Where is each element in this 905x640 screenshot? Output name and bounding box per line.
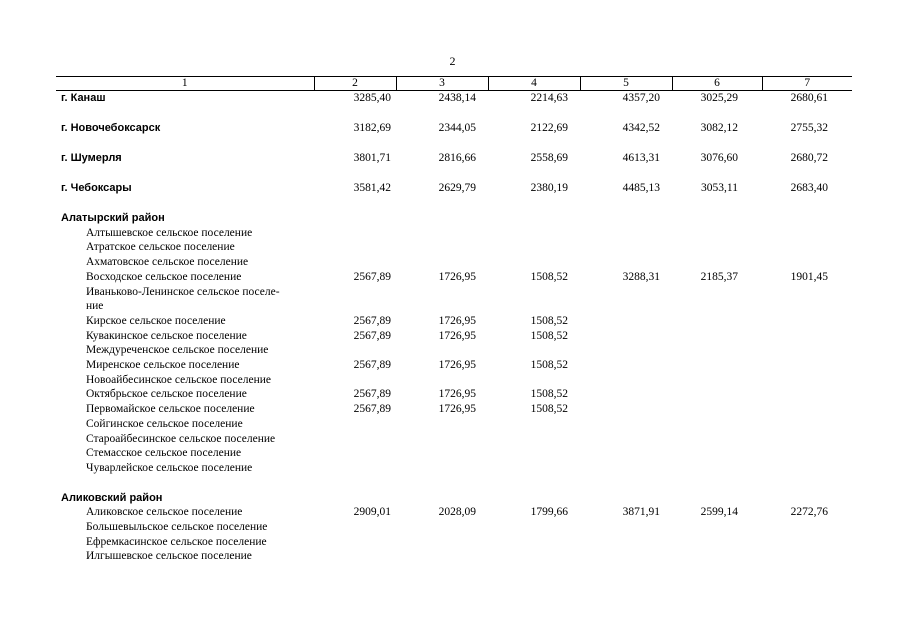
value-cell: 1508,52 bbox=[530, 329, 568, 342]
value-cell bbox=[580, 343, 672, 358]
value-cell: 2567,89 bbox=[353, 329, 391, 342]
value-cell bbox=[580, 240, 672, 255]
value-cell bbox=[580, 432, 672, 447]
settlement-row bbox=[56, 240, 852, 255]
value-cell: 1508,52 bbox=[530, 359, 568, 372]
spacer-cell bbox=[56, 196, 852, 211]
value-cell bbox=[488, 343, 580, 358]
value-cell bbox=[314, 520, 396, 535]
value-cell: 2683,40 bbox=[790, 182, 828, 194]
value-cell bbox=[314, 255, 396, 270]
city-row bbox=[56, 181, 852, 196]
column-header: 2 bbox=[314, 77, 396, 91]
value-cell bbox=[580, 255, 672, 270]
settlement-row bbox=[56, 255, 852, 270]
value-cell bbox=[396, 285, 488, 300]
value-cell bbox=[762, 285, 852, 300]
value-cell: 3801,71 bbox=[353, 152, 391, 164]
value-cell bbox=[580, 358, 672, 373]
settlement-row bbox=[56, 329, 852, 344]
column-header: 3 bbox=[396, 77, 488, 91]
column-number-header bbox=[56, 77, 852, 91]
row-label: г. Новочебоксарск bbox=[61, 122, 161, 134]
row-label: Междуреченское сельское поселение bbox=[86, 344, 269, 357]
city-row bbox=[56, 91, 852, 107]
value-cell bbox=[488, 373, 580, 388]
row-label: Илгышевское сельское поселение bbox=[86, 550, 252, 563]
value-cell: 4485,13 bbox=[622, 182, 660, 194]
value-cell: 2567,89 bbox=[353, 314, 391, 327]
value-cell bbox=[672, 387, 762, 402]
column-header: 1 bbox=[56, 77, 314, 91]
value-cell bbox=[314, 226, 396, 241]
value-cell bbox=[580, 461, 672, 476]
value-cell: 3285,40 bbox=[353, 92, 391, 104]
settlement-row bbox=[56, 226, 852, 241]
value-cell bbox=[314, 343, 396, 358]
row-label: Иваньково-Ленинское сельское поселе- bbox=[86, 285, 280, 298]
value-cell bbox=[672, 314, 762, 329]
value-cell bbox=[314, 373, 396, 388]
value-cell: 3076,60 bbox=[700, 152, 738, 164]
value-cell bbox=[314, 535, 396, 550]
value-cell bbox=[762, 387, 852, 402]
value-cell: 2272,76 bbox=[790, 506, 828, 519]
settlement-row bbox=[56, 285, 852, 300]
settlement-row bbox=[56, 446, 852, 461]
value-cell: 2567,89 bbox=[353, 359, 391, 372]
value-cell bbox=[488, 461, 580, 476]
settlement-row bbox=[56, 549, 852, 564]
value-cell bbox=[672, 358, 762, 373]
row-label: Кувакинское сельское поселение bbox=[86, 329, 247, 342]
value-cell bbox=[762, 535, 852, 550]
value-cell: 1726,95 bbox=[438, 359, 476, 372]
value-cell bbox=[488, 299, 580, 314]
value-cell: 1726,95 bbox=[438, 388, 476, 401]
value-cell bbox=[762, 358, 852, 373]
value-cell bbox=[580, 417, 672, 432]
value-cell bbox=[672, 285, 762, 300]
row-label: Новоайбесинское сельское поселение bbox=[86, 373, 271, 386]
value-cell bbox=[672, 461, 762, 476]
spacer-row bbox=[56, 166, 852, 181]
city-row bbox=[56, 151, 852, 166]
spacer-cell bbox=[56, 136, 852, 151]
value-cell bbox=[672, 255, 762, 270]
district-row bbox=[56, 491, 852, 506]
value-cell bbox=[672, 226, 762, 241]
value-cell bbox=[672, 432, 762, 447]
value-cell bbox=[672, 549, 762, 564]
value-cell: 3288,31 bbox=[622, 270, 660, 283]
row-label: Большевыльское сельское поселение bbox=[86, 521, 268, 534]
value-cell bbox=[396, 343, 488, 358]
row-label: Восходское сельское поселение bbox=[86, 270, 242, 283]
value-cell: 1901,45 bbox=[790, 270, 828, 283]
row-label: Староайбесинское сельское поселение bbox=[86, 432, 276, 445]
value-cell bbox=[580, 373, 672, 388]
value-cell bbox=[580, 299, 672, 314]
value-cell bbox=[672, 520, 762, 535]
spacer-cell bbox=[56, 476, 852, 491]
value-cell bbox=[396, 226, 488, 241]
value-cell: 2214,63 bbox=[530, 92, 568, 104]
value-cell: 2380,19 bbox=[530, 182, 568, 194]
row-label: Ахматовское сельское поселение bbox=[86, 256, 249, 269]
spacer-row bbox=[56, 196, 852, 211]
settlement-row bbox=[56, 343, 852, 358]
value-cell bbox=[672, 329, 762, 344]
column-header: 7 bbox=[762, 77, 852, 91]
value-cell: 2680,72 bbox=[790, 152, 828, 164]
settlement-row bbox=[56, 417, 852, 432]
value-cell bbox=[314, 417, 396, 432]
value-cell: 2567,89 bbox=[353, 270, 391, 283]
settlement-row bbox=[56, 387, 852, 402]
value-cell bbox=[580, 520, 672, 535]
settlement-row bbox=[56, 373, 852, 388]
row-label: Октябрьское сельское поселение bbox=[86, 388, 247, 401]
value-cell bbox=[314, 446, 396, 461]
value-cell bbox=[762, 226, 852, 241]
spacer-row bbox=[56, 476, 852, 491]
value-cell bbox=[488, 417, 580, 432]
value-cell: 2438,14 bbox=[438, 92, 476, 104]
district-row bbox=[56, 211, 852, 226]
row-label: Атратское сельское поселение bbox=[86, 241, 235, 254]
city-row bbox=[56, 121, 852, 136]
value-cell: 1726,95 bbox=[438, 403, 476, 416]
value-cell bbox=[762, 402, 852, 417]
value-cell: 2680,61 bbox=[790, 92, 828, 104]
value-cell bbox=[762, 240, 852, 255]
value-cell bbox=[396, 255, 488, 270]
value-cell: 2567,89 bbox=[353, 388, 391, 401]
value-cell bbox=[762, 299, 852, 314]
row-label: Чуварлейское сельское поселение bbox=[86, 461, 253, 474]
value-cell: 1508,52 bbox=[530, 403, 568, 416]
value-cell: 1508,52 bbox=[530, 388, 568, 401]
value-cell bbox=[396, 240, 488, 255]
value-cell bbox=[762, 417, 852, 432]
value-cell bbox=[314, 285, 396, 300]
row-label: ние bbox=[86, 300, 104, 313]
row-label: Миренское сельское поселение bbox=[86, 359, 240, 372]
value-cell bbox=[488, 549, 580, 564]
tariff-table bbox=[56, 76, 852, 564]
value-cell: 2599,14 bbox=[700, 506, 738, 519]
value-cell: 1508,52 bbox=[530, 314, 568, 327]
spacer-row bbox=[56, 136, 852, 151]
value-cell bbox=[488, 240, 580, 255]
value-cell: 3082,12 bbox=[700, 122, 738, 134]
value-cell: 3053,11 bbox=[701, 182, 738, 194]
value-cell bbox=[314, 549, 396, 564]
row-label: Алтышевское сельское поселение bbox=[86, 226, 253, 239]
settlement-row bbox=[56, 520, 852, 535]
value-cell bbox=[672, 343, 762, 358]
value-cell bbox=[314, 299, 396, 314]
value-cell bbox=[580, 314, 672, 329]
column-header: 5 bbox=[580, 77, 672, 91]
value-cell bbox=[762, 314, 852, 329]
value-cell: 2185,37 bbox=[700, 270, 738, 283]
value-cell bbox=[580, 285, 672, 300]
value-cell bbox=[314, 461, 396, 476]
settlement-row bbox=[56, 402, 852, 417]
value-cell bbox=[488, 535, 580, 550]
value-cell bbox=[762, 520, 852, 535]
value-cell bbox=[488, 446, 580, 461]
value-cell bbox=[762, 255, 852, 270]
page-number: 2 bbox=[449, 54, 456, 68]
value-cell bbox=[580, 226, 672, 241]
spacer-cell bbox=[56, 166, 852, 181]
value-cell bbox=[580, 535, 672, 550]
row-label: Ефремкасинское сельское поселение bbox=[86, 535, 267, 548]
value-cell: 2567,89 bbox=[353, 403, 391, 416]
value-cell: 3182,69 bbox=[353, 122, 391, 134]
settlement-row bbox=[56, 358, 852, 373]
value-cell bbox=[762, 343, 852, 358]
value-cell bbox=[488, 255, 580, 270]
settlement-row bbox=[56, 299, 852, 314]
value-cell: 1726,95 bbox=[438, 329, 476, 342]
value-cell: 1726,95 bbox=[438, 314, 476, 327]
row-label: г. Шумерля bbox=[61, 152, 122, 164]
row-label: Стемасское сельское поселение bbox=[86, 447, 242, 460]
settlement-row bbox=[56, 314, 852, 329]
value-cell: 2028,09 bbox=[438, 506, 476, 519]
value-cell bbox=[488, 285, 580, 300]
row-label: Аликовское сельское поселение bbox=[86, 506, 243, 519]
value-cell bbox=[672, 417, 762, 432]
value-cell: 2909,01 bbox=[353, 506, 391, 519]
value-cell bbox=[314, 432, 396, 447]
value-cell: 2122,69 bbox=[530, 122, 568, 134]
value-cell bbox=[396, 535, 488, 550]
column-header: 6 bbox=[672, 77, 762, 91]
row-label: Первомайское сельское поселение bbox=[86, 403, 255, 416]
value-cell bbox=[762, 329, 852, 344]
value-cell bbox=[672, 402, 762, 417]
value-cell: 4342,52 bbox=[622, 122, 660, 134]
value-cell: 2344,05 bbox=[438, 122, 476, 134]
value-cell bbox=[762, 432, 852, 447]
value-cell bbox=[396, 432, 488, 447]
row-label: г. Канаш bbox=[61, 92, 106, 104]
value-cell bbox=[762, 461, 852, 476]
spacer-row bbox=[56, 106, 852, 121]
settlement-row bbox=[56, 535, 852, 550]
value-cell bbox=[762, 446, 852, 461]
value-cell bbox=[672, 299, 762, 314]
value-cell bbox=[672, 535, 762, 550]
value-cell: 1726,95 bbox=[438, 270, 476, 283]
value-cell: 3581,42 bbox=[353, 182, 391, 194]
value-cell bbox=[580, 402, 672, 417]
settlement-row bbox=[56, 461, 852, 476]
value-cell bbox=[396, 520, 488, 535]
spacer-cell bbox=[56, 106, 852, 121]
value-cell: 1508,52 bbox=[530, 270, 568, 283]
value-cell: 2816,66 bbox=[438, 152, 476, 164]
value-cell: 3025,29 bbox=[700, 92, 738, 104]
value-cell bbox=[488, 226, 580, 241]
column-header: 4 bbox=[488, 77, 580, 91]
value-cell: 2629,79 bbox=[438, 182, 476, 194]
value-cell bbox=[396, 549, 488, 564]
value-cell: 4613,31 bbox=[622, 152, 660, 164]
value-cell bbox=[580, 446, 672, 461]
value-cell bbox=[396, 461, 488, 476]
value-cell: 1799,66 bbox=[530, 506, 568, 519]
value-cell: 2558,69 bbox=[530, 152, 568, 164]
district-name: Аликовский район bbox=[61, 491, 163, 504]
value-cell bbox=[672, 240, 762, 255]
value-cell bbox=[488, 520, 580, 535]
value-cell bbox=[580, 549, 672, 564]
row-label: Кирское сельское поселение bbox=[86, 314, 226, 327]
value-cell bbox=[396, 417, 488, 432]
settlement-row bbox=[56, 505, 852, 520]
value-cell bbox=[396, 299, 488, 314]
value-cell bbox=[396, 446, 488, 461]
settlement-row bbox=[56, 432, 852, 447]
value-cell bbox=[762, 549, 852, 564]
value-cell bbox=[488, 432, 580, 447]
value-cell bbox=[580, 329, 672, 344]
value-cell bbox=[672, 446, 762, 461]
value-cell bbox=[762, 373, 852, 388]
value-cell bbox=[672, 373, 762, 388]
value-cell: 3871,91 bbox=[622, 506, 660, 519]
settlement-row bbox=[56, 270, 852, 285]
row-label: Сойгинское сельское поселение bbox=[86, 417, 243, 430]
value-cell: 4357,20 bbox=[622, 92, 660, 104]
value-cell bbox=[396, 373, 488, 388]
row-label: г. Чебоксары bbox=[61, 182, 132, 194]
district-name: Алатырский район bbox=[61, 212, 165, 224]
value-cell bbox=[580, 387, 672, 402]
value-cell: 2755,32 bbox=[790, 122, 828, 134]
value-cell bbox=[314, 240, 396, 255]
